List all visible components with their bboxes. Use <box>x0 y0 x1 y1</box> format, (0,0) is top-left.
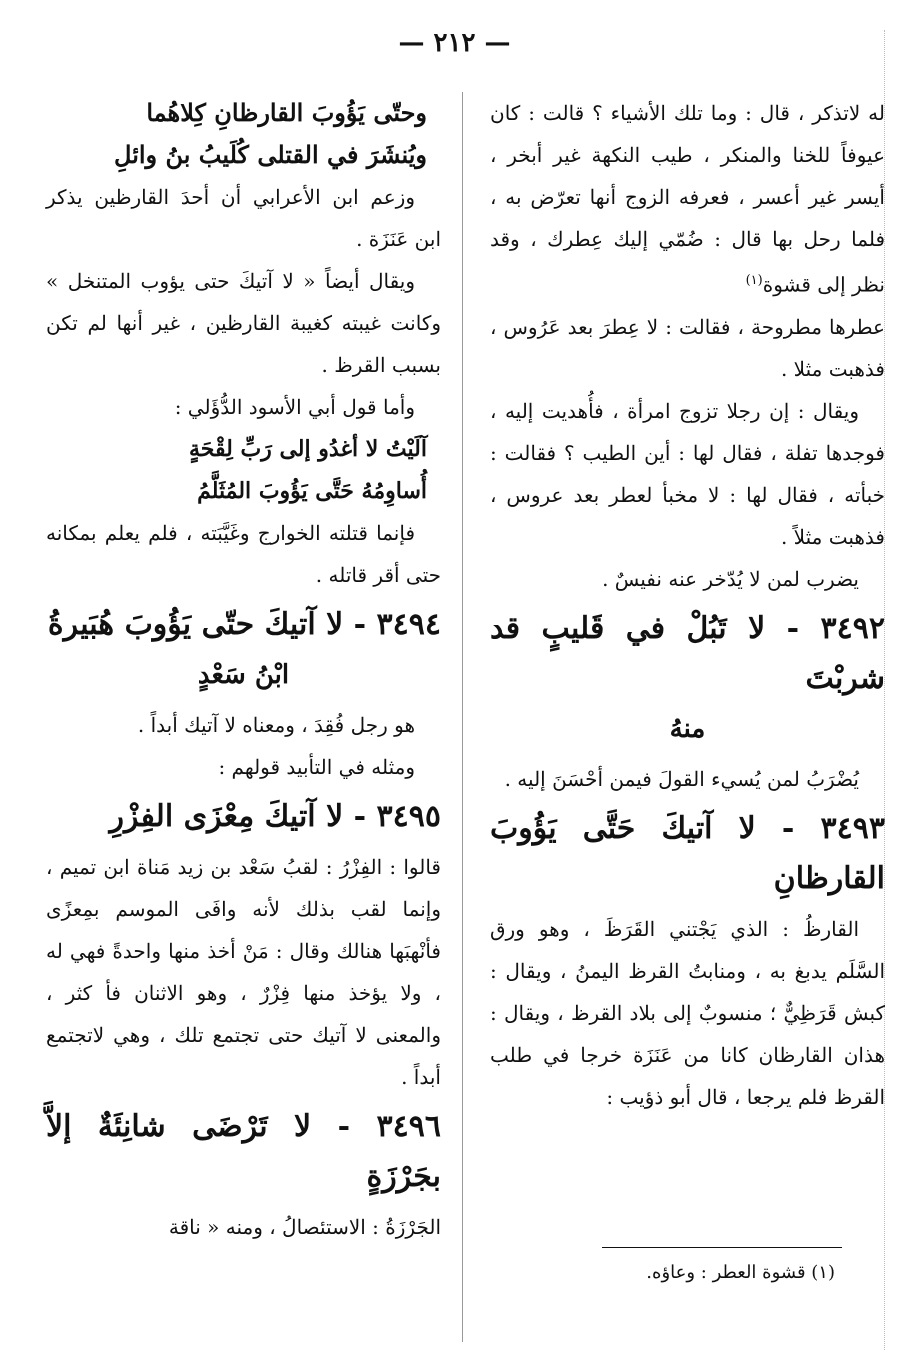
intro-paragraph-4: يضرب لمن لا يُدّخر عنه نفيسٌ . <box>602 566 859 591</box>
right-column <box>490 92 885 1118</box>
verse-line: آلَيْتُ لا أغدُو إلى رَبِّ لِقْحَةٍ <box>188 436 427 462</box>
page-number: — ٢١٢ — <box>398 28 511 58</box>
paragraph: فإنما قتلته الخوارج وغَيَّبَته ، فلم يعلم بمكانه حتى أقر قاتله . <box>46 521 441 587</box>
entry-3494-heading: ٣٤٩٤ - لا آتيكَ حتّى يَؤُوبَ هُبَيرةُ ابْنُ سَعْدٍ <box>46 600 441 700</box>
verse-line: أُساوِمُهُ حَتَّى يَؤُوبَ المُثَلَّمُ <box>197 478 427 504</box>
left-column <box>46 92 441 1248</box>
entry-3494-heading-cont: ابْنُ سَعْدٍ <box>197 660 290 690</box>
entry-3492-heading-cont: منهُ <box>669 713 706 744</box>
entry-3494-text: هو رجل فُقِدَ ، ومعناه لا آتيك أبداً . <box>137 713 415 737</box>
entry-3493-text: القارظُ : الذي يَجْتني القَرَظَ ، وهو ورق السَّلَم يدبغ به ، ومنابتُ القرظ اليمنُ ، ويقال : كبش قَرَظِيٌّ ؛ منسوبٌ إلى بلاد القرظ ، ويقال : هذان القارظان كانا من عَنَزَة خرجا في طلب القرظ فلم يرجعا ، قال أبو ذؤيب : <box>490 916 885 1109</box>
footnote: (١) قشوة العطر : وعاؤه. <box>646 1262 835 1283</box>
verse-line: وحتّى يَؤُوبَ القارظانِ كِلاهُما <box>146 98 427 127</box>
entry-3492-text: يُضْرَبُ لمن يُسيء القولَ فيمن أحْسَنَ إليه . <box>504 766 859 791</box>
footnote-rule <box>602 1247 842 1248</box>
entry-3496-heading: ٣٤٩٦ - لا تَرْضَى شانِئَةٌ إلاَّ بجَرْزَةٍ <box>46 1109 441 1194</box>
entry-3495-heading: ٣٤٩٥ - لا آتيكَ مِعْزَى الفِزْرِ <box>109 799 441 834</box>
intro-paragraph-1: له لاتذكر ، قال : وما تلك الأشياء ؟ قالت : كان عيوفاً للخنا والمنكر ، طيب النكهة غير أبخر ، أيسر غير أعسر ، فعرفه الزوج أنها تعرّض به ، فلما رحل بها قال : ضُمّي إليك عِطرك ، وقد نظر إلى قشوة$^{(١)}$ <box>490 101 885 297</box>
intro-paragraph-3: ويقال : إن رجلا تزوج امرأة ، فأُهديت إليه ، فوجدها تفلة ، فقال لها : أين الطيب ؟ فقالت : خبأته ، فقال لها : لا مخبأ لعطر بعد عروس ، فذهبت مثلاً . <box>490 398 885 549</box>
footnote-reference: (١) <box>745 273 763 288</box>
intro-paragraph-2: عطرها مطروحة ، فقالت : لا عِطرَ بعد عَرُوس ، فذهبت مثلا . <box>490 314 885 381</box>
verse-line: ويُنشَرَ في القتلى كُلَيبُ بنُ وائلِ <box>114 140 427 169</box>
entry-3493-heading: ٣٤٩٣ - لا آتيكَ حَتَّى يَؤُوبَ القارظانِ <box>490 810 885 896</box>
paragraph: وأما قول أبي الأسود الدُّؤَلي : <box>174 395 415 419</box>
column-divider <box>462 92 463 1342</box>
entry-3496-text: الجَرْزَةُ : الاستئصالُ ، ومنه « ناقة <box>168 1215 441 1239</box>
paragraph: وزعم ابن الأعرابي أن أحدَ القارظين يذكر ابن عَنَزَة . <box>46 185 441 251</box>
entry-3495-text: قالوا : الفِزْرُ : لقبُ سَعْد بن زيد مَناة ابن تميم ، وإنما لقب بذلك لأنه وافَى الموسم بمِعزًى فأنْهبَها هنالك وقال : مَنْ أخذ منها واحدةً فهي له ، ولا يؤخذ منها فِزْرٌ ، وهو الاثنان فأ كثر ، والمعنى لا آتيك حتى تجتمع تلك ، وهي لاتجتمع أبداً . <box>46 855 441 1089</box>
entry-3494-text: ومثله في التأبيد قولهم : <box>218 755 415 779</box>
entry-3492-heading: ٣٤٩٢ - لا تَبُلْ في قَليبٍ قد شربْتَ منهُ <box>490 604 885 754</box>
paragraph: ويقال أيضاً « لا آتيكَ حتى يؤوب المتنخل » وكانت غيبته كغيبة القارظين ، غير أنها لم تكن بسبب القرظ . <box>46 269 441 377</box>
